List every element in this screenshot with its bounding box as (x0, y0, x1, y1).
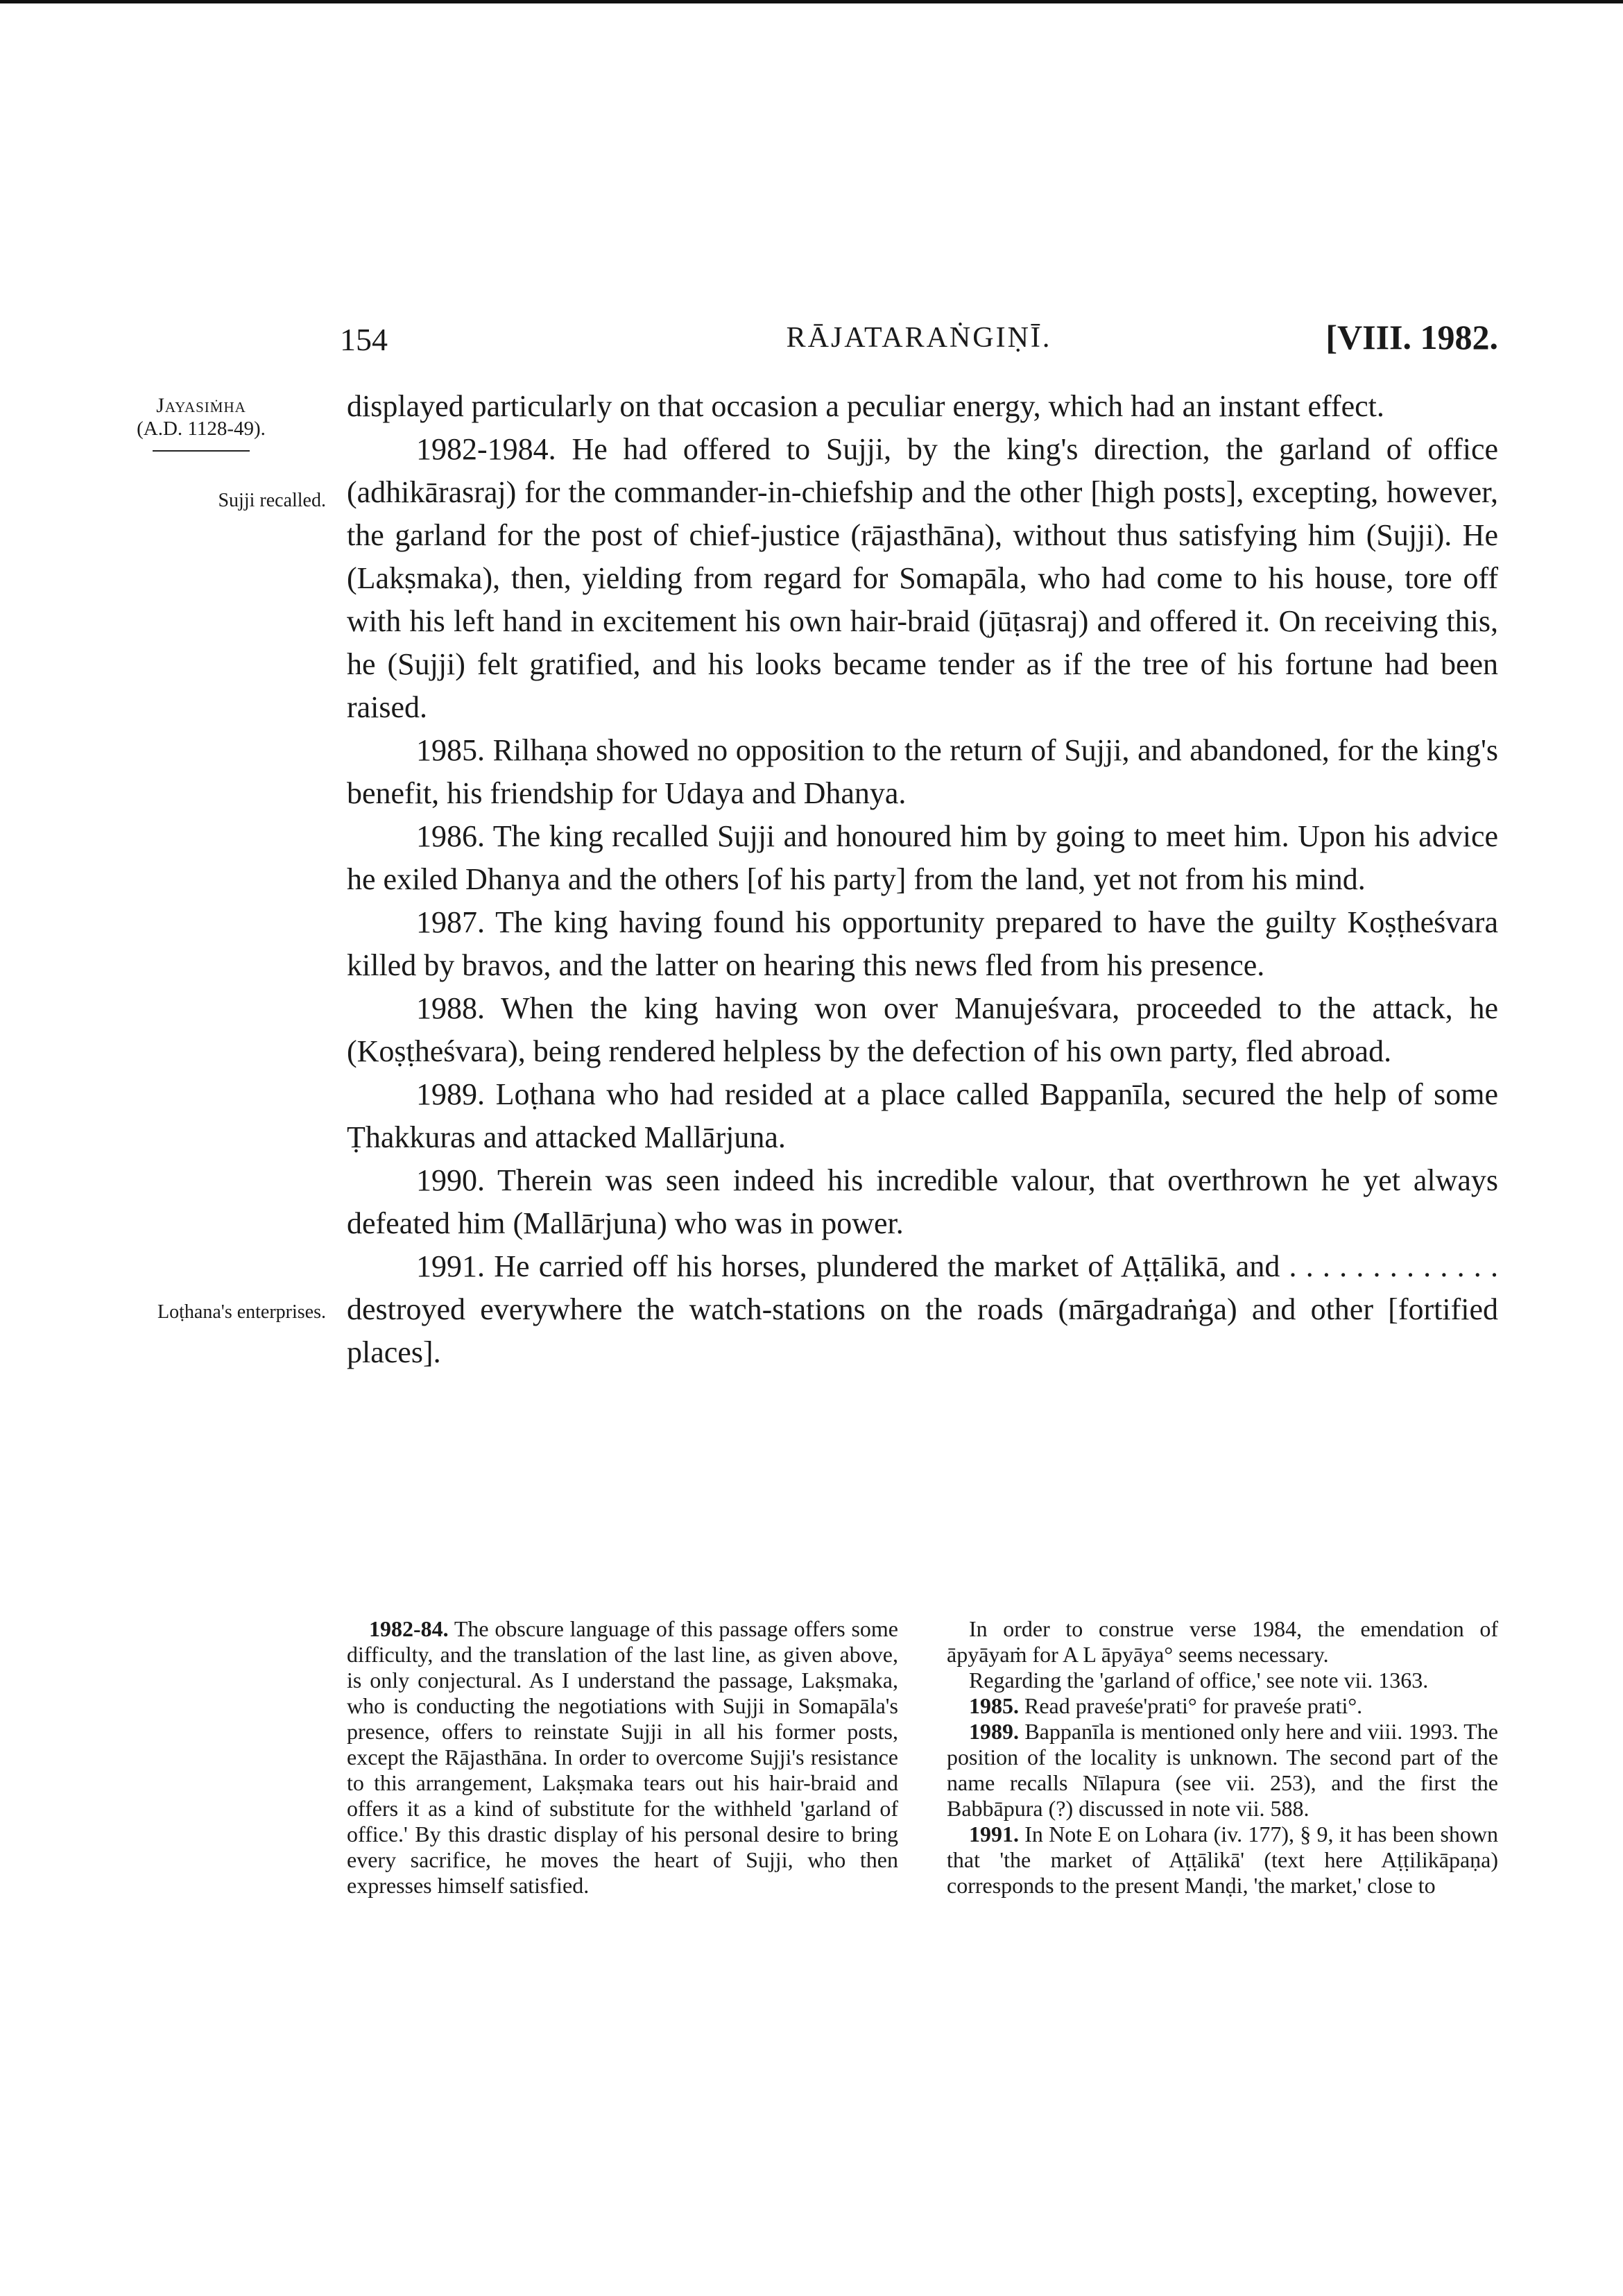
paragraph: 1989. Loṭhana who had resided at a place called Bappanīla, secured the help of some Ṭhakkuras and attacked Mallārjuna. (347, 1077, 1498, 1154)
footnote-column-right (947, 1616, 1498, 1899)
footnote-text: Read praveśe'prati° for praveśe prati°. (1024, 1693, 1363, 1718)
verse-reference: [VIII. 1982. (1325, 318, 1498, 357)
footnote-label: 1985. (969, 1693, 1019, 1718)
margin-ruler-name: Jayasiṁha (156, 394, 246, 417)
footnote-text: Bappanīla is mentioned only here and viii. 1993. The position of the locality is unknown. The second part of the name recalls Nīlapura (see vii. 253), and the first the Babbāpura (?) discussed in note vii. 588. (947, 1719, 1499, 1821)
margin-note-sujji: Sujji recalled. (218, 490, 326, 511)
running-title: RĀJATARAṄGIṆĪ. (786, 322, 1052, 354)
footnote-text: The obscure language of this passage offers some difficulty, and the translation of the last line, as given above, is only conjectural. As I understand the passage, Lakṣmaka, who is conducting the negotiations with Sujji in Somapāla's presence, offers to reinstate Sujji in all his former posts, except the Rājasthāna. In order to overcome Sujji's resistance to this arrangement, Lakṣmaka tears out his hair-braid and offers it as a kind of substitute for the withheld 'garland of office.' By this drastic display of his personal desire to bring every sacrifice, he moves the heart of Sujji, who then expresses himself satisfied. (347, 1616, 899, 1898)
footnote-1985 (947, 1693, 1498, 1719)
paragraph: 1987. The king having found his opportunity prepared to have the guilty Koṣṭheśvara killed by bravos, and the latter on hearing this news fled from his presence. (347, 905, 1498, 982)
footnote-label: 1982-84. (369, 1616, 449, 1641)
footnotes (347, 1616, 1498, 1899)
paragraph: displayed particularly on that occasion a peculiar energy, which had an instant effect. (347, 389, 1384, 423)
footnote-1989 (947, 1719, 1498, 1822)
footnote-1991 (947, 1822, 1498, 1899)
margin-rule (153, 450, 250, 452)
footnote-label: 1989. (969, 1719, 1019, 1744)
footnote-column-left (347, 1616, 898, 1899)
margin-ruler-years: (A.D. 1128-49). (137, 418, 266, 440)
main-text (347, 385, 1498, 1374)
paragraph: 1990. Therein was seen indeed his incredible valour, that overthrown he yet always defeated him (Mallārjuna) who was in power. (347, 1163, 1498, 1240)
footnote-emendation: In order to construe verse 1984, the emendation of āpyāyaṁ for A L āpyāya° seems necessary. (947, 1616, 1498, 1667)
margin-note-lothana: Loṭhana's enterprises. (157, 1301, 326, 1323)
paragraph: 1982-1984. He had offered to Sujji, by the king's direction, the garland of office (adhikārasraj) for the commander-in-chiefship and the other [high posts], excepting, however, the garland for the post of chief-justice (rājasthāna), without thus satisfying him (Sujji). He (Lakṣmaka), then, yielding from regard for Somapāla, who had come to his house, tore off with his left hand in excitement his own hair-braid (jūṭasraj) and offered it. On receiving this, he (Sujji) felt gratified, and his looks became tender as if the tree of his fortune had been raised. (347, 432, 1498, 724)
margin-ruler-block (66, 394, 336, 452)
footnote-1982-84 (347, 1616, 898, 1899)
paragraph: 1988. When the king having won over Manujeśvara, proceeded to the attack, he (Koṣṭheśvara), being rendered helpless by the defection of his own party, fled abroad. (347, 991, 1498, 1068)
top-border (0, 0, 1623, 3)
paragraph: 1985. Rilhaṇa showed no opposition to the return of Sujji, and abandoned, for the king's benefit, his friendship for Udaya and Dhanya. (347, 733, 1498, 810)
footnote-text: In Note E on Lohara (iv. 177), § 9, it has been shown that 'the market of Aṭṭālikā' (text here Aṭṭilikāpaṇa) corresponds to the present Manḍi, 'the market,' close to (947, 1822, 1498, 1898)
paragraph: 1991. He carried off his horses, plundered the market of Aṭṭālikā, and . . . . . . . . . . . . . destroyed everywhere the watch-stations on the roads (mārgadraṅga) and other [fortified places]. (347, 1249, 1498, 1369)
footnote-label: 1991. (969, 1822, 1019, 1847)
paragraph: 1986. The king recalled Sujji and honoured him by going to meet him. Upon his advice he exiled Dhanya and the others [of his party] from the land, yet not from his mind. (347, 819, 1498, 896)
page-number: 154 (340, 322, 388, 357)
footnote-garland: Regarding the 'garland of office,' see note vii. 1363. (969, 1668, 1429, 1693)
page-header (340, 316, 1498, 364)
